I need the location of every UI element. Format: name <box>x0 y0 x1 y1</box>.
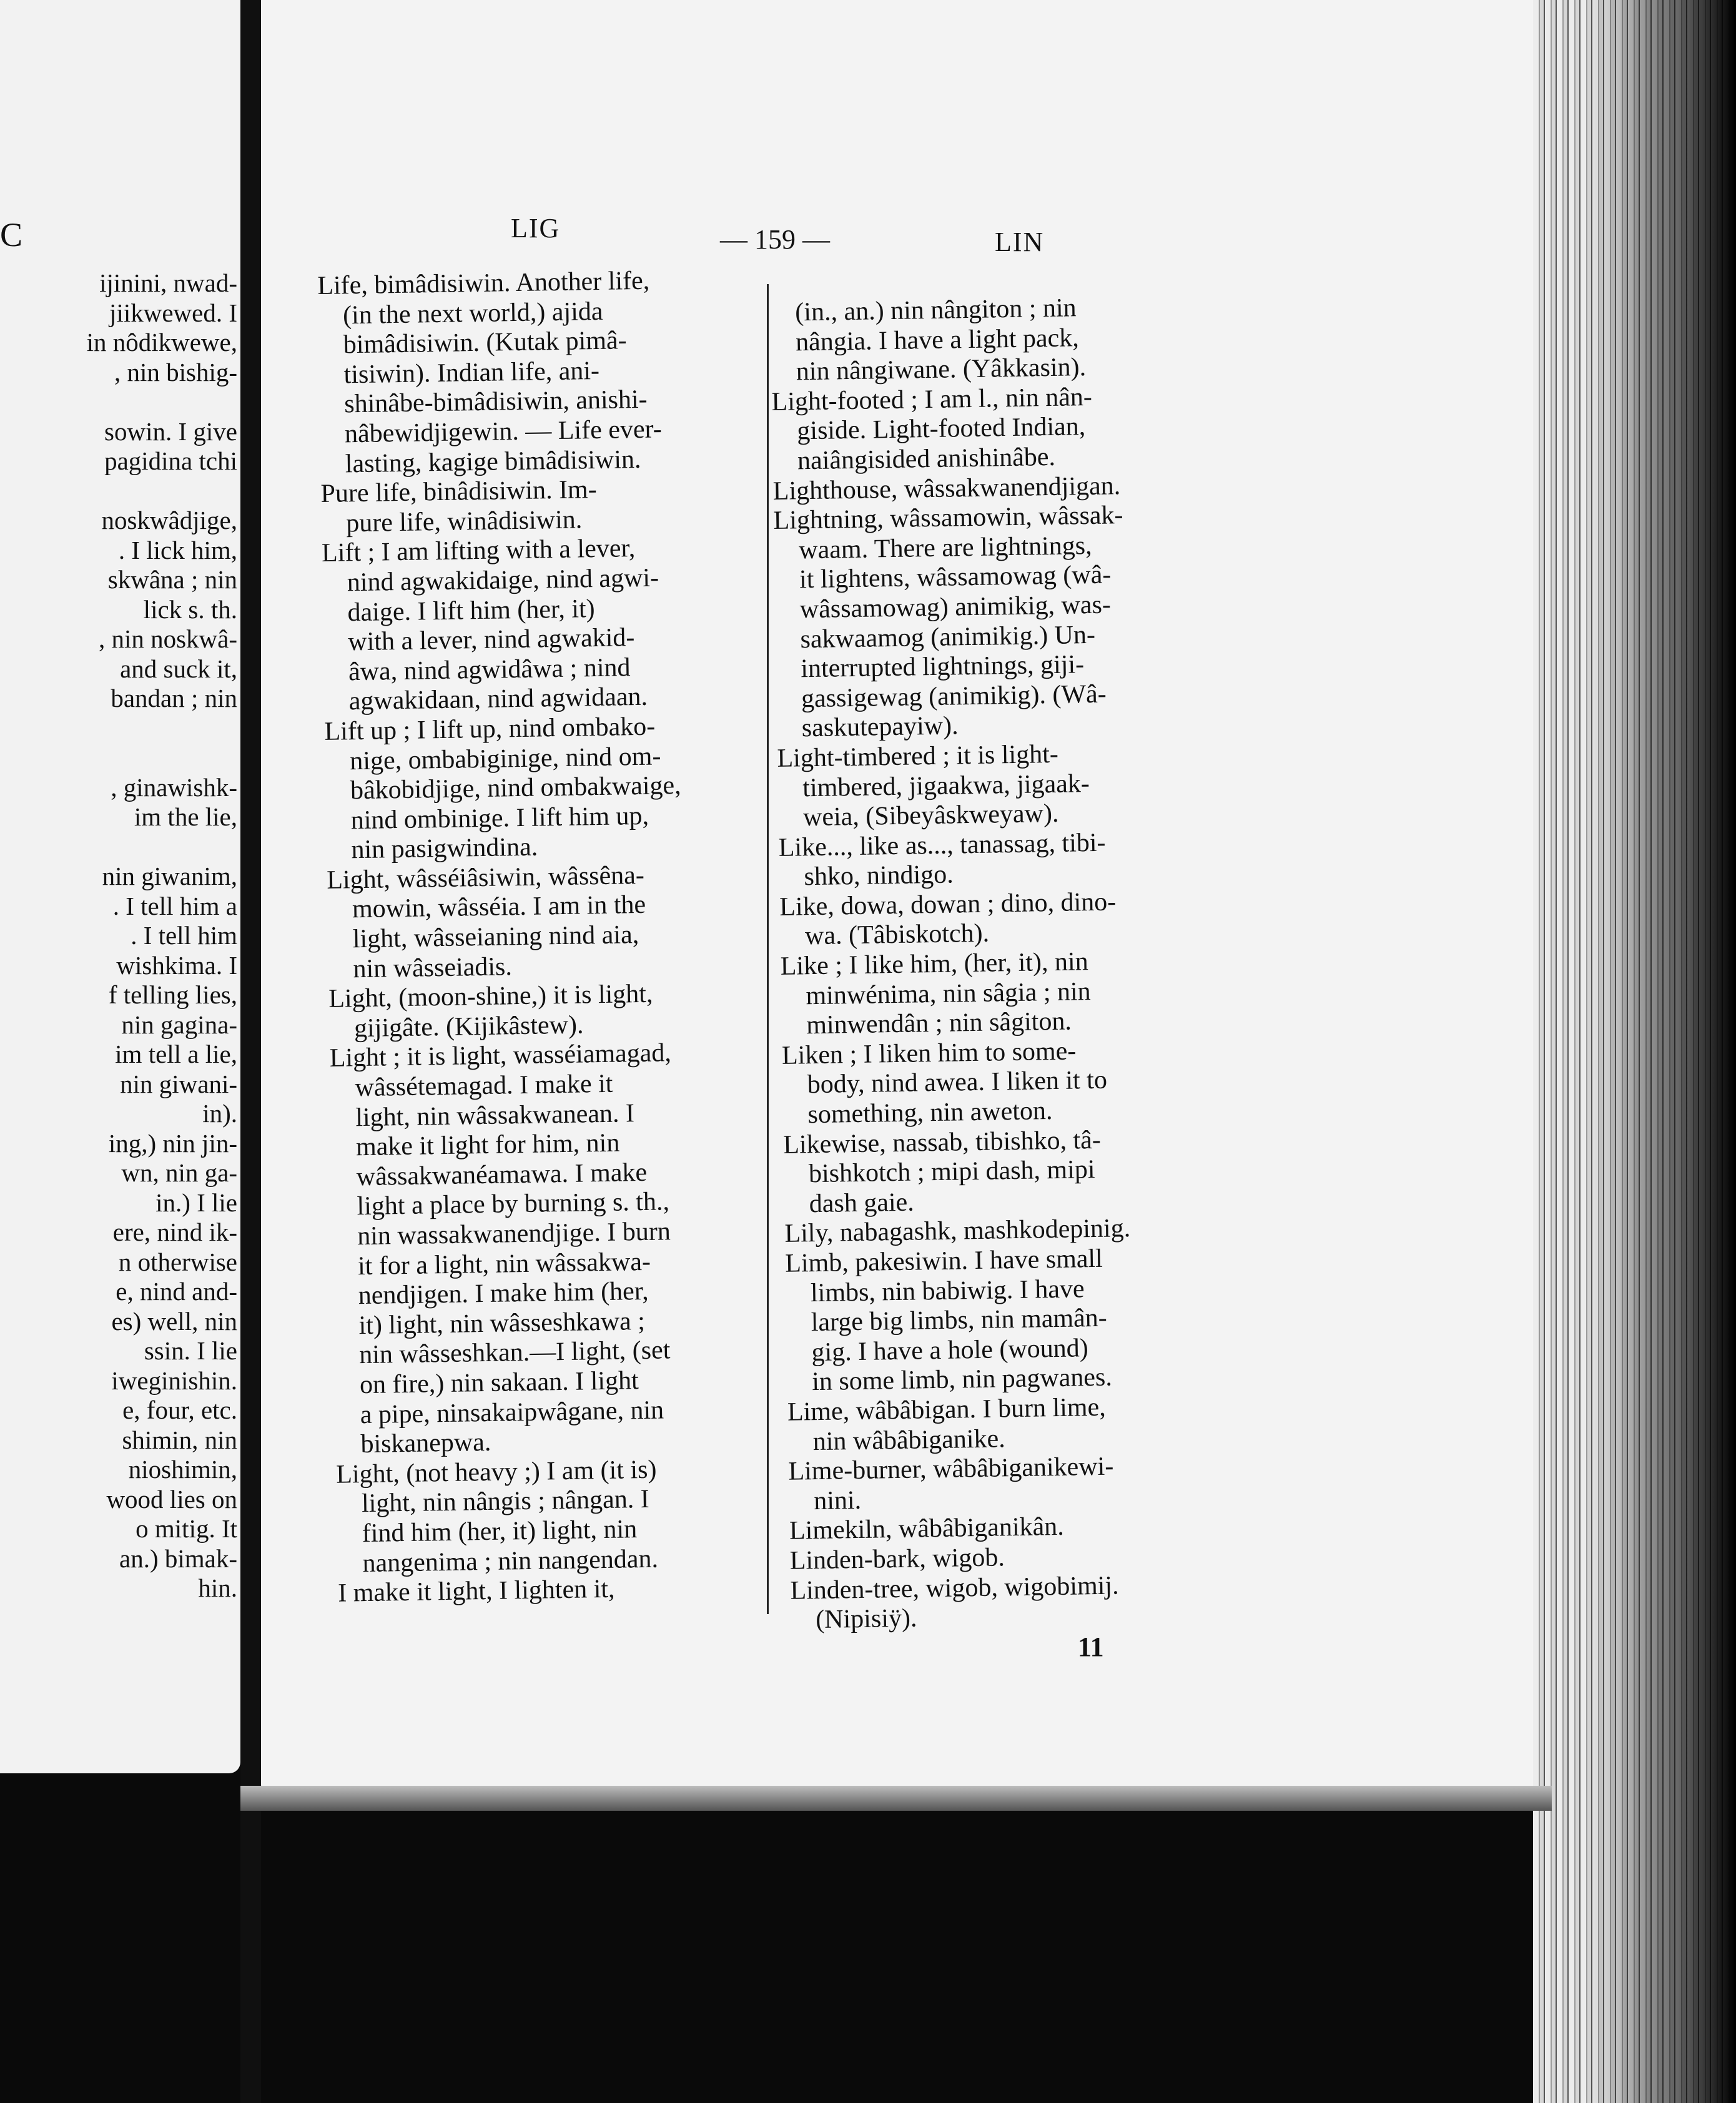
left-column-line: pure life, winâdisiwin. <box>345 505 583 538</box>
left-column-line: (in the next world,) ajida <box>342 297 603 330</box>
left-fragment-line: n otherwise <box>118 1247 237 1276</box>
left-column-line: lasting, kagige bimâdisiwin. <box>345 445 641 478</box>
left-fragment-line: shimin, nin <box>122 1425 237 1454</box>
left-fragment-line: iweginishin. <box>111 1366 237 1395</box>
right-column-line: weia, (Sibeyâskweyaw). <box>802 799 1059 832</box>
left-column-line: light, nin wâssakwanean. I <box>355 1098 635 1132</box>
right-column-line: gassigewag (animikig). (Wâ- <box>801 679 1107 714</box>
left-column-line: nâbewidjigewin. — Life ever- <box>344 415 663 449</box>
left-fragment-line <box>0 387 237 417</box>
left-fragment-line: . I lick him, <box>118 535 237 564</box>
right-column-line: Like ; I like him, (her, it), nin <box>780 947 1088 981</box>
right-column-line: Like, dowa, dowan ; dino, dino- <box>779 887 1117 922</box>
left-column-line: Light, wâsséiâsiwin, wâssêna- <box>326 860 645 895</box>
left-fragment-line: bandan ; nin <box>111 684 237 712</box>
right-column-line: wâssamowag) animikig, was- <box>799 590 1112 624</box>
right-column-line: waam. There are lightnings, <box>798 531 1092 565</box>
left-fragment-line: wishkima. I <box>116 950 237 980</box>
right-column-line: interrupted lightnings, giji- <box>800 650 1085 684</box>
left-fragment-line: wn, nin ga- <box>121 1158 237 1187</box>
left-fragment-line <box>0 714 237 744</box>
header-left-guide-word: LIG <box>511 213 561 244</box>
left-column-line: shinâbe-bimâdisiwin, anishi- <box>343 385 648 419</box>
left-column-line: Light, (not heavy ;) I am (it is) <box>335 1455 657 1489</box>
left-column-line: nendjigen. I make him (her, <box>358 1277 649 1311</box>
left-fragment-line: ere, nind ik- <box>112 1218 237 1246</box>
right-column-line: nângia. I have a light pack, <box>795 323 1080 357</box>
signature-mark: 11 <box>1078 1632 1104 1662</box>
right-page <box>261 0 1599 1803</box>
right-column-line: saskutepayiw). <box>801 711 959 743</box>
right-column-line: Lighthouse, wâssakwanendjigan. <box>772 471 1121 506</box>
right-column-line: large big limbs, nin mamân- <box>811 1303 1108 1337</box>
right-column-line: timbered, jigaakwa, jigaak- <box>802 769 1090 802</box>
right-column-line: Likewise, nassab, tibishko, tâ- <box>782 1125 1102 1160</box>
right-column-line: Liken ; I liken him to some- <box>781 1037 1077 1070</box>
right-column-line: Lightning, wâssamowin, wâssak- <box>773 501 1123 536</box>
right-column-line: bishkotch ; mipi dash, mipi <box>808 1155 1095 1189</box>
left-fragment-line: lick s. th. <box>143 594 237 624</box>
left-fragment-line: wood lies on <box>106 1484 237 1514</box>
right-column-line: sakwaamog (animikig.) Un- <box>800 620 1096 654</box>
right-column-line: minwénima, nin sâgia ; nin <box>806 977 1091 1010</box>
right-column-line: in some limb, nin pagwanes. <box>811 1362 1113 1397</box>
left-column-line: nin wassakwanendjige. I burn <box>357 1217 671 1251</box>
left-column-line: light a place by burning s. th., <box>357 1187 670 1221</box>
left-fragment-line: , nin bishig- <box>114 357 237 387</box>
left-fragment-line: o mitig. It <box>136 1514 237 1543</box>
left-column-line: Light ; it is light, wasséiamagad, <box>329 1038 672 1073</box>
right-column-line: nini. <box>813 1485 862 1515</box>
left-column-line: Lift ; I am lifting with a lever, <box>321 534 636 568</box>
left-fragment-line: ijinini, nwad- <box>99 268 237 297</box>
left-column-line: it) light, nin wâsseshkawa ; <box>358 1306 646 1340</box>
left-fragment-line: nioshimin, <box>128 1455 237 1484</box>
right-column-line: Light-footed ; I am l., nin nân- <box>771 382 1093 416</box>
right-column-line: gig. I have a hole (wound) <box>811 1333 1089 1367</box>
left-fragment-line: sowin. I give <box>104 416 237 446</box>
right-column-line: shko, nindigo. <box>804 860 954 892</box>
left-column-line: Life, bimâdisiwin. Another life, <box>317 266 650 300</box>
left-column-line: bâkobidjige, nind ombakwaige, <box>350 771 681 805</box>
left-fragment-line: skwâna ; nin <box>107 565 237 594</box>
left-fragment-line: , nin noskwâ- <box>98 624 237 653</box>
left-edge-letter: C <box>0 216 23 254</box>
left-fragment-line: pagidina tchi <box>104 446 237 475</box>
right-column-line: Linden-bark, wigob. <box>789 1543 1005 1575</box>
left-fragment-line <box>0 832 237 862</box>
right-column-line: Limb, pakesiwin. I have small <box>784 1244 1103 1278</box>
left-column-line: a pipe, ninsakaipwâgane, nin <box>360 1396 664 1429</box>
left-fragment-line: im the lie, <box>134 802 237 831</box>
right-column-line: (Nipisiÿ). <box>815 1603 917 1635</box>
left-column-line: wâssakwanéamawa. I make <box>356 1158 648 1192</box>
right-column-line: nin nângiwane. (Yâkkasin). <box>796 353 1087 387</box>
left-fragment-line: nin giwanim, <box>102 862 237 890</box>
right-column-line: body, nind awea. I liken it to <box>807 1066 1108 1100</box>
right-column-line: Lime-burner, wâbâbiganikewi- <box>788 1452 1114 1486</box>
left-fragment-line <box>0 743 237 773</box>
right-column-line: Light-timbered ; it is light- <box>777 739 1059 773</box>
left-fragment-line: in.) I lie <box>155 1188 237 1217</box>
left-fragment-line: jiikwewed. I <box>109 298 237 327</box>
left-column-line: light, nin nângis ; nângan. I <box>361 1485 650 1519</box>
left-column-line: gijigâte. (Kijikâstew). <box>353 1010 584 1043</box>
left-column-line: tisiwin). Indian life, ani- <box>343 356 600 390</box>
left-fragment-line: f telling lies, <box>108 980 237 1009</box>
right-column-line: minwendân ; nin sâgiton. <box>806 1007 1072 1040</box>
left-column-line: daige. I lift him (her, it) <box>347 594 595 627</box>
right-column-line: naiângisided anishinâbe. <box>797 442 1056 476</box>
left-fragment-line: , ginawishk- <box>111 772 237 802</box>
right-column-line: nin wâbâbiganike. <box>812 1424 1005 1456</box>
left-column-line: it for a light, nin wâssakwa- <box>357 1247 651 1281</box>
left-column-line: nin wâsseshkan.—I light, (set <box>358 1336 671 1370</box>
right-column <box>770 287 1540 1635</box>
left-fragment-line: and suck it, <box>120 654 237 683</box>
page-bottom-edge <box>240 1786 1552 1811</box>
right-column-line: Like..., like as..., tanassag, tibi- <box>778 828 1106 862</box>
left-column-line: Lift up ; I lift up, nind ombako- <box>324 712 656 746</box>
left-column-line: bimâdisiwin. (Kutak pimâ- <box>343 326 627 360</box>
left-column-line: nind agwakidaige, nind agwi- <box>347 563 659 598</box>
left-fragment-line: ing,) nin jin- <box>108 1128 237 1158</box>
left-fragment-line: an.) bimak- <box>119 1544 237 1573</box>
left-column-line: make it light for him, nin <box>355 1128 620 1162</box>
right-column-line: wa. (Tâbiskotch). <box>804 919 990 951</box>
left-fragment-line: in). <box>202 1099 237 1128</box>
left-fragment-line: e, four, etc. <box>122 1396 237 1424</box>
right-column-line: Linden-tree, wigob, wigobimij. <box>790 1571 1119 1605</box>
left-fragment-line: nin gagina- <box>121 1010 237 1039</box>
left-column-line: âwa, nind agwidâwa ; nind <box>348 653 631 687</box>
left-fragment-line: in nôdikwewe, <box>86 328 237 357</box>
left-column-line: I make it light, I lighten it, <box>337 1574 615 1608</box>
right-column-line: (in., an.) nin nângiton ; nin <box>794 293 1077 327</box>
running-header <box>261 206 1599 257</box>
left-column-line: nige, ombabiginige, nind om- <box>349 741 661 776</box>
left-fragment-line: e, nind and- <box>116 1277 237 1306</box>
right-column-line: limbs, nin babiwig. I have <box>810 1274 1085 1308</box>
right-column-line: Lime, wâbâbigan. I burn lime, <box>787 1392 1107 1427</box>
left-column-line: find him (her, it) light, nin <box>362 1515 638 1549</box>
left-column-line: light, wâsseianing nind aia, <box>352 920 639 954</box>
left-fragment-line: im tell a lie, <box>115 1040 237 1068</box>
left-fragment-line: . I tell him a <box>112 891 237 920</box>
left-column-line: nangenima ; nin nangendan. <box>362 1544 659 1578</box>
left-column-line: wâssétemagad. I make it <box>355 1069 613 1103</box>
right-column-line: dash gaie. <box>809 1188 915 1219</box>
left-column-line: Light, (moon-shine,) it is light, <box>328 979 653 1014</box>
left-column-line: Pure life, binâdisiwin. Im- <box>320 475 597 509</box>
page-edges-shadow <box>1586 0 1736 2103</box>
right-column-line: giside. Light-footed Indian, <box>796 412 1086 446</box>
left-fragment-line: nin giwani- <box>120 1069 237 1098</box>
left-page-text <box>0 268 237 1603</box>
left-column-line: nin pasigwindina. <box>351 832 538 865</box>
left-fragment-line: ssin. I lie <box>144 1336 237 1365</box>
left-fragment-line <box>0 476 237 506</box>
left-page <box>0 0 240 1773</box>
header-right-guide-word: LIN <box>995 227 1045 257</box>
left-fragment-line: es) well, nin <box>111 1306 237 1336</box>
left-fragment-line: noskwâdjige, <box>101 506 237 534</box>
left-column-line: nind ombinige. I lift him up, <box>350 801 649 835</box>
page-number: — 159 — <box>720 224 830 255</box>
right-column-line: something, nin aweton. <box>807 1096 1053 1130</box>
left-column-line: biskanepwa. <box>360 1428 491 1459</box>
left-fragment-line: hin. <box>198 1574 237 1602</box>
left-column-line: on fire,) nin sakaan. I light <box>359 1366 639 1400</box>
left-column-line: with a lever, nind agwakid- <box>347 623 635 657</box>
right-column-line: it lightens, wâssamowag (wâ- <box>799 560 1112 594</box>
left-column-line: nin wâsseiadis. <box>353 952 513 983</box>
right-column-line: Lily, nabagashk, mashkodepinig. <box>784 1214 1131 1249</box>
left-fragment-line: . I tell him <box>131 921 237 950</box>
right-column-line: Limekiln, wâbâbiganikân. <box>789 1512 1065 1546</box>
left-column-line: mowin, wâsséia. I am in the <box>352 890 646 924</box>
left-column-line: agwakidaan, nind agwidaan. <box>348 682 648 716</box>
